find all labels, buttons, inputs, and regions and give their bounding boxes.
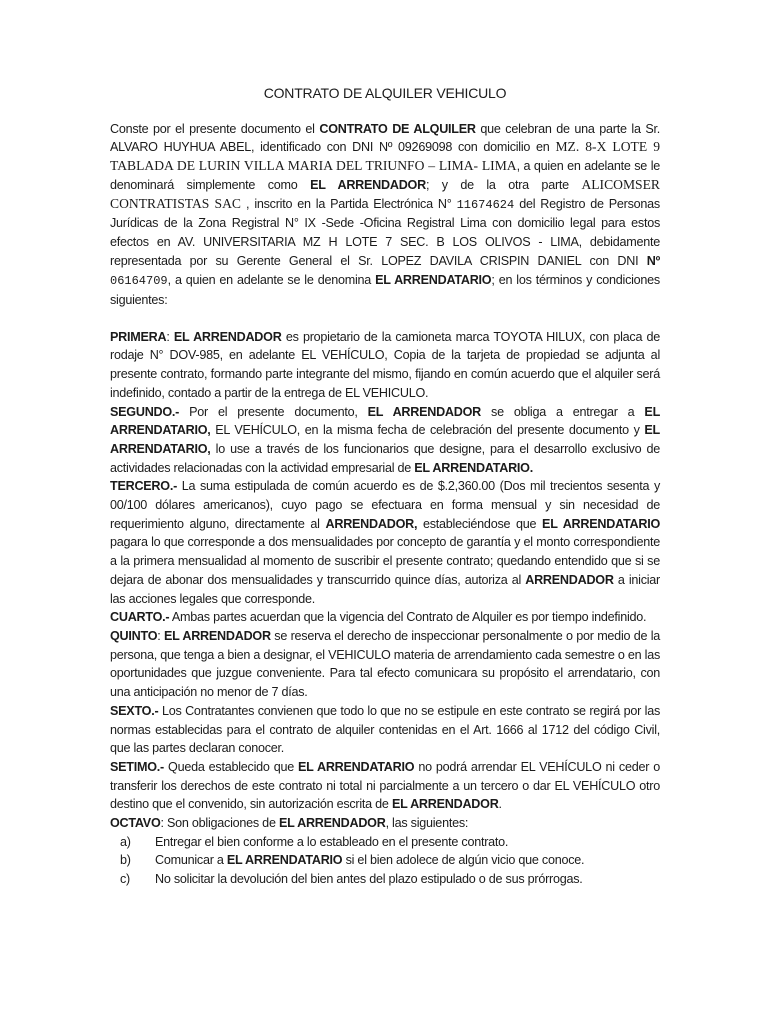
clause-text: estableciéndose que [417, 516, 543, 531]
clause-heading: QUINTO [110, 628, 158, 643]
clause-text: , las siguientes: [385, 816, 469, 831]
partida-number: 11674624 [456, 197, 515, 212]
clause-setimo [110, 758, 660, 814]
clause-text: Por el presente documento, [179, 404, 368, 419]
obligations-list [110, 833, 660, 889]
clause-text: a iniciar las acciones legales que corresponde. [110, 572, 660, 606]
list-marker: b) [120, 853, 131, 868]
clause-sexto [110, 702, 660, 758]
clause-primera [110, 328, 660, 403]
list-item-text: Comunicar a [155, 853, 227, 868]
list-marker: a) [120, 834, 131, 849]
party-lessee: EL ARRENDATARIO, [110, 423, 660, 456]
party-lessee: EL ARRENDATARIO. [414, 460, 533, 475]
intro-text: ; en los términos y condiciones siguientes: [110, 273, 660, 308]
intro-text: Conste por el presente documento el [110, 121, 320, 136]
contract-page [110, 84, 660, 889]
clause-text: : Son obligaciones de [160, 816, 279, 831]
party-lessor: EL ARRENDADOR [310, 177, 426, 192]
document-title: CONTRATO DE ALQUILER VEHICULO [263, 85, 507, 101]
list-item [110, 870, 660, 889]
clause-cuarto [110, 608, 660, 627]
intro-text: , a quien en adelante se le denomina [167, 273, 376, 288]
party-lessor: EL ARRENDADOR [367, 404, 482, 419]
intro-text: del Registro de Personas Jurídicas de la Zona Registral N° IX -Sede -Oficina Registral Lima con domicilio legal para estos efectos en AV. UNIVERSITARIA MZ H LOTE 7 SEC. B LOS OLIVOS - LIMA, debidamente representada por su Gerente General el [110, 196, 660, 268]
clause-text: La suma estipulada de común acuerdo es de $.2,360.00 (Dos mil trecientos sesenta y 00/100 dólares americanos), cuyo pago se efectuara en forma mensual y sin necesidad de requerimiento alguno, directamente al [110, 479, 660, 531]
list-item [110, 851, 660, 870]
intro-text: , inscrito en la Partida Electrónica N° [241, 196, 457, 211]
clause-text: no podrá arrendar EL VEHÍCULO ni ceder o transferir los derechos de este contrato ni total ni parcialmente a un tercero o dar EL VEHÍCULO otro destino que el convenido, sin autorización escrita de [110, 759, 660, 812]
party-lessee: EL ARRENDATARIO, [110, 404, 661, 438]
party-lessor: EL ARRENDADOR [278, 816, 386, 831]
party-lessee: EL ARRENDATARIO [375, 273, 492, 288]
lessee-company: ALICOMSER CONTRATISTAS SAC [110, 176, 660, 211]
clause-text: pagara lo que corresponde a dos mensualidades por concepto de garantía y el monto correspondiente a la primera mensualidad al momento de suscribir el presente contrato; quedando entendido que si se dejara de abonar dos mensualidades y transcurrido quince días, autoriza al [110, 535, 660, 587]
clause-octavo [110, 814, 660, 833]
clause-heading: PRIMERA [110, 329, 167, 344]
contract-name: CONTRATO DE ALQUILER [319, 121, 476, 136]
party-lessor: ARRENDADOR, [325, 516, 418, 531]
clause-quinto [110, 627, 660, 702]
clause-heading: SEXTO.- [110, 703, 159, 718]
party-lessee: EL ARRENDATARIO [542, 516, 660, 531]
clause-segundo [110, 403, 660, 478]
party-lessor: ARRENDADOR [525, 572, 614, 587]
clause-text: se reserva el derecho de inspeccionar personalmente o por medio de la persona, que tenga a bien a designar, el VEHICULO materia de arrendamiento cada semestre o en las oportunidades que juzgue conveniente. Para tal efecto comunicara su propósito el arrendatario, con una anticipación no menor de 7 días. [110, 628, 661, 700]
intro-text: ; y de la otra parte [425, 177, 582, 192]
clause-text: Los Contratantes convienen que todo lo que no se estipule en este contrato se regirá por las normas establecidas para el contrato de alquiler contenidas en el Art. 1666 al 1712 del código Civil, que las partes declaran conocer. [110, 703, 660, 756]
dni-label: Nº [646, 253, 660, 268]
party-lessee: EL ARRENDATARIO [298, 759, 415, 774]
list-item-text: Entregar el bien conforme a lo estableado en el presente contrato. [155, 834, 509, 849]
list-item [110, 833, 660, 852]
clause-heading: OCTAVO [110, 816, 161, 831]
intro-paragraph [110, 120, 660, 310]
party-lessee: EL ARRENDATARIO [226, 853, 343, 868]
clause-text: Queda establecido que [163, 759, 299, 774]
clause-tercero [110, 477, 660, 608]
lessor-address: MZ. 8-X LOTE 9 TABLADA DE LURIN VILLA MARIA DEL TRIUNFO – LIMA- LIMA [110, 139, 660, 174]
clause-text: se obliga a entregar a [481, 404, 645, 419]
intro-text: , a quien en adelante se le denominará simplemente como [110, 159, 660, 192]
clause-heading: SEGUNDO.- [110, 404, 180, 419]
clause-heading: CUARTO.- [110, 610, 170, 625]
dni-number: 06164709 [110, 274, 168, 289]
intro-text: Sr [358, 253, 370, 268]
list-item-text: si el bien adolece de algún vicio que conoce. [342, 853, 585, 868]
clause-text: es propietario de la camioneta marca TOYOTA HILUX, con placa de rodaje N° DOV-985, en adelante EL VEHÍCULO, Copia de la tarjeta de propiedad se adjunta al presente contrato, formando parte integrante del mismo, fijando en común acuerdo que el alquiler será indefinido, contado a partir de la entrega de EL VEHICULO. [110, 329, 661, 400]
list-item-text: No solicitar la devolución del bien antes del plazo estipulado o de sus prórrogas. [155, 872, 583, 887]
clause-text: : [166, 329, 174, 344]
clause-text: : [157, 628, 164, 643]
clause-text: Ambas partes acuerdan que la vigencia del Contrato de Alquiler es por tiempo indefinido. [169, 610, 647, 625]
clause-heading: TERCERO.- [110, 479, 178, 494]
intro-text: . LOPEZ DAVILA CRISPIN DANIEL con DNI [369, 253, 647, 268]
party-lessor: EL ARRENDADOR [391, 797, 499, 812]
list-marker: c) [120, 872, 130, 887]
clause-text: EL VEHÍCULO, en la misma fecha de celebración del presente documento y [210, 423, 645, 438]
intro-text: que celebran de una parte la Sr. ALVARO HUYHUA ABEL, identificado con DNI Nº 09269098 con domicilio en [110, 121, 660, 155]
party-lessor: EL ARRENDADOR [163, 628, 271, 643]
clause-heading: SETIMO.- [110, 759, 164, 774]
party-lessor: EL ARRENDADOR [173, 329, 282, 344]
clause-text: lo use a través de los funcionarios que designe, para el desarrollo exclusivo de actividades relacionadas con la actividad empresarial de [110, 441, 660, 475]
clause-text: . [498, 797, 502, 812]
